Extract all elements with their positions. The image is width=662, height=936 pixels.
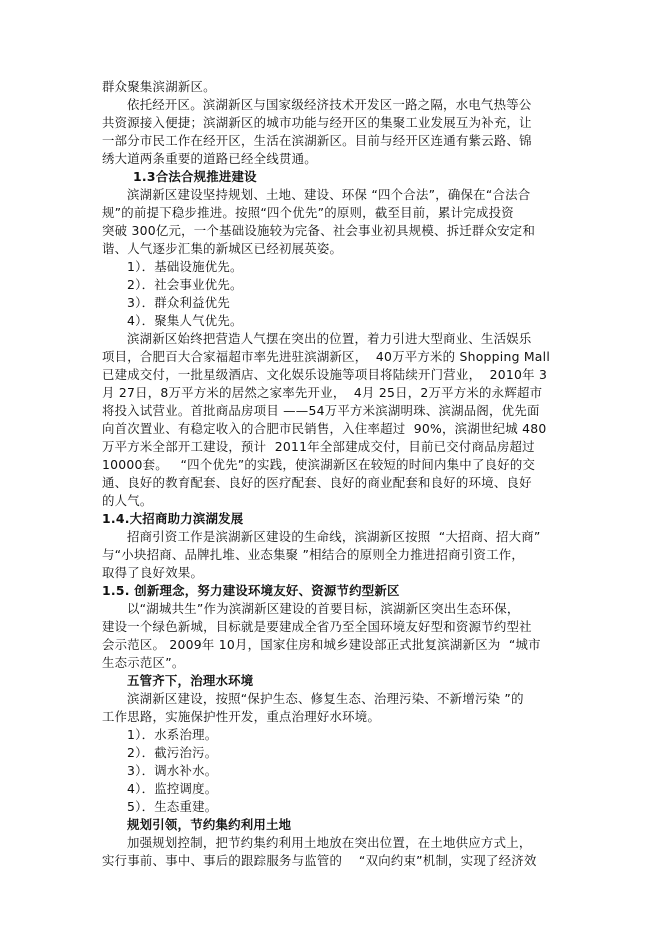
text-line: 实行事前、事中、事后的跟踪服务与监管的 “双向约束”机制，实现了经济效 — [102, 853, 537, 868]
list-item: 5）．生态重建。 — [127, 799, 218, 814]
section-heading: 1.3合法合规推进建设 — [133, 169, 257, 184]
list-item: 4）．聚集人气优先。 — [127, 313, 243, 328]
text-line: 滨湖新区始终把营造人气摆在突出的位置，着力引进大型商业、生活娱乐 — [127, 331, 532, 346]
text-line: 滨湖新区建设坚持规划、土地、建设、环保 “四个合法”，确保在“合法合 — [127, 187, 531, 202]
section-heading: 1.4.大招商助力滨湖发展 — [102, 511, 244, 526]
list-item: 3）．调水补水。 — [127, 763, 218, 778]
text-line: 建设一个绿色新城，目标就是要建成全省乃至全国环境友好型和资源节约型社 — [102, 619, 532, 634]
list-item: 4）．监控调度。 — [127, 781, 218, 796]
text-line: 规”的前提下稳步推进。按照“四个优先”的原则，截至目前，累计完成投资 — [102, 205, 514, 220]
text-line: 万平方米全部开工建设，预计 2011年全部建成交付，目前已交付商品房超过 — [102, 439, 535, 454]
text-line: 群众聚集滨湖新区。 — [102, 79, 216, 94]
text-line: 10000套。 “四个优先”的实践，使滨湖新区在较短的时间内集中了良好的交 — [102, 457, 536, 472]
text-line: 将投入试营业。首批商品房项目 ——54万平方米滨湖明珠、滨湖品阁，优先面 — [102, 403, 540, 418]
subsection-heading: 规划引领，节约集约利用土地 — [127, 817, 292, 832]
text-line: 加强规划控制，把节约集约利用土地放在突出位置，在土地供应方式上， — [127, 835, 532, 850]
text-line: 招商引资工作是滨湖新区建设的生命线，滨湖新区按照 “大招商、招大商” — [127, 529, 541, 544]
section-heading: 1.5. 创新理念，努力建设环境友好、资源节约型新区 — [102, 583, 400, 598]
text-line: 已建成交付，一批星级酒店、文化娱乐设施等项目将陆续开门营业， 2010年 3 — [102, 367, 548, 382]
text-line: 会示范区。 2009年 10月，国家住房和城乡建设部正式批复滨湖新区为 “城市 — [102, 637, 541, 652]
text-line: 突破 300亿元，一个基础设施较为完备、社会事业初具规模、拆迁群众安定和 — [102, 223, 536, 238]
list-item: 2）．截污治污。 — [127, 745, 218, 760]
text-line: 通、良好的教育配套、良好的医疗配套、良好的商业配套和良好的环境、良好 — [102, 475, 532, 490]
list-item: 2）．社会事业优先。 — [127, 277, 243, 292]
text-line: 月 27日，8万平方米的居然之家率先开业， 4月 25日，2万平方米的永辉超市 — [102, 385, 543, 400]
subsection-heading: 五管齐下，治理水环境 — [127, 673, 254, 688]
text-line: 绣大道两条重要的道路已经全线贯通。 — [102, 151, 317, 166]
text-line: 项目，合肥百大合家福超市率先进驻滨湖新区， 40万平方米的 Shopping Mall — [102, 349, 551, 364]
list-item: 3）．群众利益优先 — [127, 295, 231, 310]
text-line: 依托经开区。滨湖新区与国家级经济技术开发区一路之隔，水电气热等公 — [127, 97, 532, 112]
text-line: 一部分市民工作在经开区，生活在滨湖新区。目前与经开区连通有紫云路、锦 — [102, 133, 532, 148]
text-line: 谐、人气逐步汇集的新城区已经初展英姿。 — [102, 241, 343, 256]
text-line: 共资源接入便捷；滨湖新区的城市功能与经开区的集聚工业发展互为补充，让 — [102, 115, 532, 130]
text-line: 以“湖城共生”作为滨湖新区建设的首要目标，滨湖新区突出生态环保， — [127, 601, 520, 616]
text-line: 工作思路，实施保护性开发，重点治理好水环境。 — [102, 709, 381, 724]
text-line: 向首次置业、有稳定收入的合肥市民销售，入住率超过 90%，滨湖世纪城 480 — [102, 421, 547, 436]
text-line: 滨湖新区建设，按照“保护生态、修复生态、治理污染、不新增污染 ”的 — [127, 691, 524, 706]
text-line: 生态示范区”。 — [102, 655, 185, 670]
text-line: 取得了良好效果。 — [102, 565, 204, 580]
text-line: 与“小块招商、品牌扎堆、业态集聚 ”相结合的原则全力推进招商引资工作， — [102, 547, 525, 562]
list-item: 1）．水系治理。 — [127, 727, 218, 742]
text-line: 的人气。 — [102, 493, 153, 508]
list-item: 1）．基础设施优先。 — [127, 259, 243, 274]
